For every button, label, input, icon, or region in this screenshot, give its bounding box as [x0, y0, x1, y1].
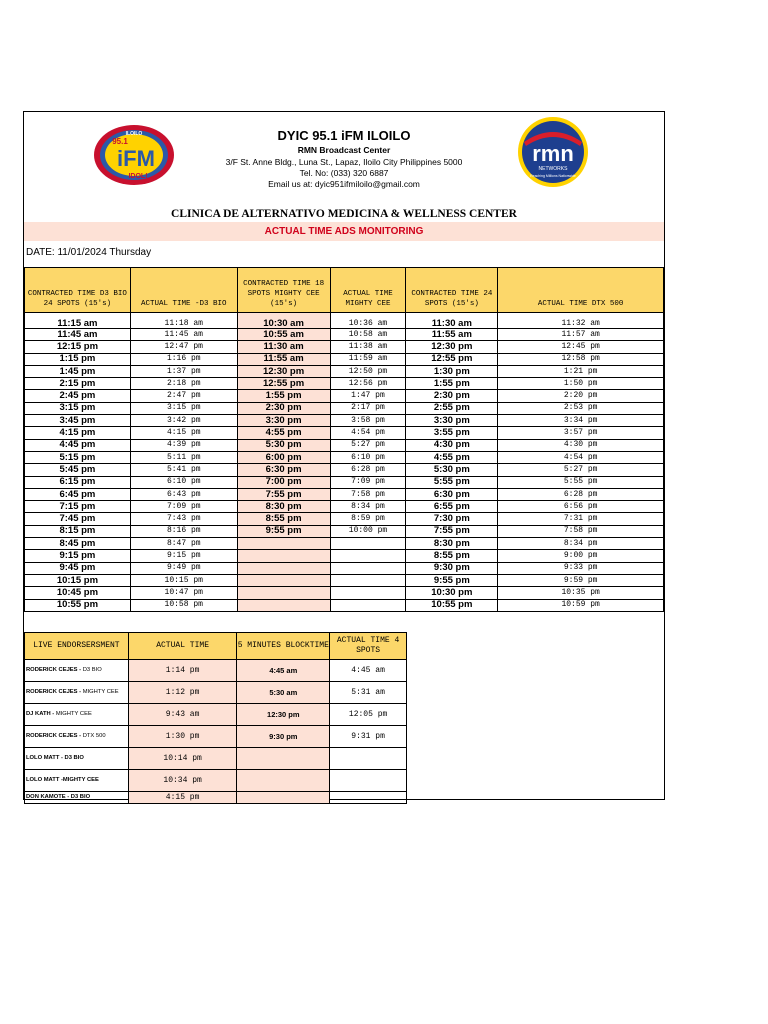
broadcast-center: RMN Broadcast Center: [297, 145, 391, 155]
table-row: [25, 464, 664, 476]
program-label: MIGHTY CEE: [55, 711, 92, 717]
endorser-label: RODERICK CEJES -: [26, 689, 83, 695]
contracted-time-cell: 10:30 pm: [406, 587, 498, 599]
table-row: [25, 682, 407, 704]
actual-time-cell: 6:10 pm: [330, 451, 406, 463]
contracted-time-cell: 3:55 pm: [406, 427, 498, 439]
actual-time-cell: 3:15 pm: [130, 402, 237, 414]
contracted-time-cell: 6:55 pm: [406, 501, 498, 513]
actual-time-cell: 8:34 pm: [498, 538, 664, 550]
actual-time-cell: 11:45 am: [130, 329, 237, 341]
table-row: [25, 427, 664, 439]
blocktime-actual-cell: [330, 748, 407, 770]
table-row: [25, 329, 664, 341]
contracted-time-cell: 12:30 pm: [237, 365, 330, 377]
actual-time-cell: 2:53 pm: [498, 402, 664, 414]
actual-time-cell: 4:15 pm: [130, 427, 237, 439]
live-endorsement-table: [24, 632, 407, 804]
table-row: [25, 726, 407, 748]
actual-time-cell: 10:58 am: [330, 329, 406, 341]
contracted-time-cell: 7:55 pm: [406, 525, 498, 537]
blocktime-actual-cell: 12:05 pm: [330, 704, 407, 726]
actual-time-cell: 6:28 pm: [498, 488, 664, 500]
actual-time-cell: 1:30 pm: [128, 726, 237, 748]
actual-time-cell: 10:59 pm: [498, 599, 664, 611]
table-row: [25, 488, 664, 500]
actual-time-cell: 11:38 am: [330, 341, 406, 353]
contracted-time-cell: 1:30 pm: [406, 365, 498, 377]
blocktime-cell: [237, 770, 330, 792]
col-header: ACTUAL TIME: [128, 633, 237, 660]
actual-time-cell: [330, 550, 406, 562]
contracted-time-cell: 9:55 pm: [237, 525, 330, 537]
actual-time-cell: 7:58 pm: [330, 488, 406, 500]
contracted-time-cell: 7:15 pm: [25, 501, 131, 513]
table-header-row: [25, 633, 407, 660]
actual-time-cell: 1:50 pm: [498, 378, 664, 390]
contracted-time-cell: [237, 550, 330, 562]
contracted-time-cell: 5:45 pm: [25, 464, 131, 476]
contracted-time-cell: 1:55 pm: [406, 378, 498, 390]
contracted-time-cell: 10:55 pm: [406, 599, 498, 611]
table-row: [25, 660, 407, 682]
contracted-time-cell: 4:45 pm: [25, 439, 131, 451]
ads-monitoring-table: [24, 267, 664, 612]
contracted-time-cell: 4:55 pm: [237, 427, 330, 439]
contracted-time-cell: 10:45 pm: [25, 587, 131, 599]
actual-time-cell: 2:20 pm: [498, 390, 664, 402]
actual-time-cell: 9:00 pm: [498, 550, 664, 562]
actual-time-cell: 10:34 pm: [128, 770, 237, 792]
program-label: MIGHTY CEE: [82, 689, 119, 695]
actual-time-cell: 8:16 pm: [130, 525, 237, 537]
station-email: Email us at: dyic951ifmiloilo@gmail.com: [268, 179, 420, 189]
contracted-time-cell: 2:30 pm: [406, 390, 498, 402]
contracted-time-cell: 7:45 pm: [25, 513, 131, 525]
actual-time-cell: 10:36 am: [330, 313, 406, 329]
contracted-time-cell: 4:15 pm: [25, 427, 131, 439]
station-address: 3/F St. Anne Bldg., Luna St., Lapaz, Iloilo City Philippines 5000: [225, 157, 463, 167]
blocktime-cell: [237, 748, 330, 770]
actual-time-cell: 9:43 am: [128, 704, 237, 726]
program-label: D3 BIO: [82, 667, 102, 673]
actual-time-cell: 5:55 pm: [498, 476, 664, 488]
actual-time-cell: 1:37 pm: [130, 365, 237, 377]
contracted-time-cell: 7:55 pm: [237, 488, 330, 500]
contracted-time-cell: 11:55 am: [237, 353, 330, 365]
contracted-time-cell: 8:45 pm: [25, 538, 131, 550]
actual-time-cell: 8:47 pm: [130, 538, 237, 550]
contracted-time-cell: 4:55 pm: [406, 451, 498, 463]
actual-time-cell: 3:57 pm: [498, 427, 664, 439]
contracted-time-cell: 10:30 am: [237, 313, 330, 329]
table-row: [25, 550, 664, 562]
actual-time-cell: 10:15 pm: [130, 574, 237, 586]
contracted-time-cell: 12:55 pm: [237, 378, 330, 390]
svg-text:iFM: iFM: [117, 146, 155, 171]
contracted-time-cell: 6:30 pm: [237, 464, 330, 476]
actual-time-cell: 12:50 pm: [330, 365, 406, 377]
actual-time-cell: 11:32 am: [498, 313, 664, 329]
contracted-time-cell: [237, 587, 330, 599]
col-header: CONTRACTED TIME D3 BIO 24 SPOTS (15's): [25, 268, 131, 313]
col-header: ACTUAL TIME -D3 BIO: [130, 268, 237, 313]
actual-time-cell: [330, 574, 406, 586]
endorser-name: [25, 704, 129, 726]
endorser-name: [25, 748, 129, 770]
contracted-time-cell: 7:30 pm: [406, 513, 498, 525]
table-row: [25, 415, 664, 427]
col-header: ACTUAL TIME 4 SPOTS: [330, 633, 407, 660]
actual-time-cell: 5:27 pm: [498, 464, 664, 476]
actual-time-cell: 4:39 pm: [130, 439, 237, 451]
actual-time-cell: [330, 562, 406, 574]
svg-text:rmn: rmn: [532, 141, 574, 166]
blocktime-actual-cell: 5:31 am: [330, 682, 407, 704]
contracted-time-cell: 11:55 am: [406, 329, 498, 341]
table-row: [25, 574, 664, 586]
monitoring-sheet: [23, 111, 665, 800]
actual-time-cell: 10:35 pm: [498, 587, 664, 599]
col-header: CONTRACTED TIME 18 SPOTS MIGHTY CEE (15's): [237, 268, 330, 313]
contracted-time-cell: 3:45 pm: [25, 415, 131, 427]
blocktime-actual-cell: 9:31 pm: [330, 726, 407, 748]
contracted-time-cell: 12:15 pm: [25, 341, 131, 353]
contracted-time-cell: 5:15 pm: [25, 451, 131, 463]
contracted-time-cell: 7:00 pm: [237, 476, 330, 488]
svg-text:NETWORKS: NETWORKS: [538, 166, 568, 172]
contracted-time-cell: 5:30 pm: [237, 439, 330, 451]
contracted-time-cell: 1:55 pm: [237, 390, 330, 402]
endorser-name: [25, 770, 129, 792]
actual-time-cell: [330, 587, 406, 599]
endorser-name: [25, 660, 129, 682]
contracted-time-cell: [237, 574, 330, 586]
actual-time-cell: 2:47 pm: [130, 390, 237, 402]
col-header: 5 MINUTES BLOCKTIME: [237, 633, 330, 660]
actual-time-cell: 6:10 pm: [130, 476, 237, 488]
actual-time-cell: 3:58 pm: [330, 415, 406, 427]
blocktime-actual-cell: [330, 792, 407, 804]
contracted-time-cell: 11:15 am: [25, 313, 131, 329]
blocktime-actual-cell: 4:45 am: [330, 660, 407, 682]
actual-time-cell: 8:34 pm: [330, 501, 406, 513]
contracted-time-cell: 9:55 pm: [406, 574, 498, 586]
contracted-time-cell: 1:45 pm: [25, 365, 131, 377]
col-header: LIVE ENDORSERSMENT: [25, 633, 129, 660]
contracted-time-cell: 11:30 am: [406, 313, 498, 329]
table-row: [25, 792, 407, 804]
banner-title: ACTUAL TIME ADS MONITORING: [264, 226, 424, 237]
actual-time-cell: 12:56 pm: [330, 378, 406, 390]
actual-time-cell: 4:30 pm: [498, 439, 664, 451]
blocktime-cell: [237, 792, 330, 804]
endorser-name: [25, 682, 129, 704]
actual-time-cell: 1:21 pm: [498, 365, 664, 377]
contracted-time-cell: 8:30 pm: [406, 538, 498, 550]
contracted-time-cell: 9:30 pm: [406, 562, 498, 574]
actual-time-cell: 12:45 pm: [498, 341, 664, 353]
contracted-time-cell: [237, 538, 330, 550]
contracted-time-cell: 8:55 pm: [237, 513, 330, 525]
report-date: DATE: 11/01/2024 Thursday: [26, 247, 152, 258]
contracted-time-cell: 2:45 pm: [25, 390, 131, 402]
table-row: [25, 390, 664, 402]
table-row: [25, 476, 664, 488]
actual-time-cell: 10:00 pm: [330, 525, 406, 537]
contracted-time-cell: 10:15 pm: [25, 574, 131, 586]
actual-time-cell: 2:18 pm: [130, 378, 237, 390]
table-row: [25, 402, 664, 414]
contracted-time-cell: 10:55 pm: [25, 599, 131, 611]
table-row: [25, 341, 664, 353]
actual-time-cell: 11:59 am: [330, 353, 406, 365]
endorser-label: LOLO MATT -MIGHTY CEE: [26, 777, 99, 783]
station-tel: Tel. No: (033) 320 6887: [299, 168, 389, 178]
actual-time-cell: 9:15 pm: [130, 550, 237, 562]
program-label: DTX 500: [82, 733, 106, 739]
actual-time-cell: 7:58 pm: [498, 525, 664, 537]
contracted-time-cell: 8:55 pm: [406, 550, 498, 562]
table-row: [25, 313, 664, 329]
contracted-time-cell: 2:55 pm: [406, 402, 498, 414]
actual-time-cell: 6:28 pm: [330, 464, 406, 476]
table-row: [25, 353, 664, 365]
blocktime-cell: 5:30 am: [237, 682, 330, 704]
actual-time-cell: [330, 599, 406, 611]
blocktime-cell: 9:30 pm: [237, 726, 330, 748]
actual-time-cell: 5:11 pm: [130, 451, 237, 463]
actual-time-cell: 8:59 pm: [330, 513, 406, 525]
contracted-time-cell: 3:15 pm: [25, 402, 131, 414]
actual-time-cell: 9:49 pm: [130, 562, 237, 574]
svg-text:ILOILO: ILOILO: [125, 131, 143, 137]
contracted-time-cell: 8:30 pm: [237, 501, 330, 513]
contracted-time-cell: 4:30 pm: [406, 439, 498, 451]
contracted-time-cell: 6:00 pm: [237, 451, 330, 463]
table-row: [25, 770, 407, 792]
actual-time-cell: 9:33 pm: [498, 562, 664, 574]
actual-time-cell: 1:16 pm: [130, 353, 237, 365]
contracted-time-cell: 12:30 pm: [406, 341, 498, 353]
contracted-time-cell: [237, 562, 330, 574]
table-row: [25, 704, 407, 726]
actual-time-cell: 4:15 pm: [128, 792, 237, 804]
actual-time-cell: 12:47 pm: [130, 341, 237, 353]
svg-text:IDOL!: IDOL!: [128, 173, 148, 180]
actual-time-cell: 1:14 pm: [128, 660, 237, 682]
contracted-time-cell: 11:30 am: [237, 341, 330, 353]
contracted-time-cell: 5:30 pm: [406, 464, 498, 476]
actual-time-cell: 10:14 pm: [128, 748, 237, 770]
table-row: [25, 538, 664, 550]
actual-time-cell: 6:43 pm: [130, 488, 237, 500]
contracted-time-cell: 6:45 pm: [25, 488, 131, 500]
contracted-time-cell: 6:30 pm: [406, 488, 498, 500]
actual-time-cell: 9:59 pm: [498, 574, 664, 586]
table-row: [25, 439, 664, 451]
actual-time-cell: 10:58 pm: [130, 599, 237, 611]
endorser-name: [25, 792, 129, 804]
blocktime-actual-cell: [330, 770, 407, 792]
actual-time-cell: 5:41 pm: [130, 464, 237, 476]
contracted-time-cell: 8:15 pm: [25, 525, 131, 537]
actual-time-cell: 4:54 pm: [330, 427, 406, 439]
contracted-time-cell: 1:15 pm: [25, 353, 131, 365]
actual-time-cell: 11:18 am: [130, 313, 237, 329]
contracted-time-cell: [237, 599, 330, 611]
table-row: [25, 513, 664, 525]
svg-text:Reaching Millions Nationwide: Reaching Millions Nationwide: [530, 174, 576, 178]
table-row: [25, 525, 664, 537]
table-row: [25, 501, 664, 513]
col-header: ACTUAL TIME MIGHTY CEE: [330, 268, 406, 313]
actual-time-cell: 12:58 pm: [498, 353, 664, 365]
table-row: [25, 587, 664, 599]
actual-time-cell: 1:47 pm: [330, 390, 406, 402]
contracted-time-cell: 12:55 pm: [406, 353, 498, 365]
actual-time-cell: 4:54 pm: [498, 451, 664, 463]
contracted-time-cell: 3:30 pm: [406, 415, 498, 427]
col-header: CONTRACTED TIME 24 SPOTS (15's): [406, 268, 498, 313]
client-name: CLINICA DE ALTERNATIVO MEDICINA & WELLNESS CENTER: [171, 208, 517, 220]
table-row: [25, 451, 664, 463]
table-row: [25, 562, 664, 574]
actual-time-cell: [330, 538, 406, 550]
contracted-time-cell: 3:30 pm: [237, 415, 330, 427]
actual-time-cell: 5:27 pm: [330, 439, 406, 451]
actual-time-cell: 7:09 pm: [330, 476, 406, 488]
actual-time-cell: 6:56 pm: [498, 501, 664, 513]
endorser-name: [25, 726, 129, 748]
actual-time-cell: 7:43 pm: [130, 513, 237, 525]
contracted-time-cell: 11:45 am: [25, 329, 131, 341]
contracted-time-cell: 2:30 pm: [237, 402, 330, 414]
contracted-time-cell: 9:45 pm: [25, 562, 131, 574]
station-name: DYIC 95.1 iFM ILOILO: [277, 128, 411, 143]
actual-time-cell: 3:42 pm: [130, 415, 237, 427]
contracted-time-cell: 5:55 pm: [406, 476, 498, 488]
blocktime-cell: 12:30 pm: [237, 704, 330, 726]
endorser-label: RODERICK CEJES -: [26, 733, 83, 739]
actual-time-cell: 7:31 pm: [498, 513, 664, 525]
contracted-time-cell: 2:15 pm: [25, 378, 131, 390]
actual-time-cell: 3:34 pm: [498, 415, 664, 427]
table-row: [25, 599, 664, 611]
actual-time-cell: 7:09 pm: [130, 501, 237, 513]
endorser-label: DON KAMOTE - D3 BIO: [26, 794, 91, 800]
actual-time-cell: 10:47 pm: [130, 587, 237, 599]
blocktime-cell: 4:45 am: [237, 660, 330, 682]
contracted-time-cell: 6:15 pm: [25, 476, 131, 488]
actual-time-cell: 2:17 pm: [330, 402, 406, 414]
svg-text:95.1: 95.1: [112, 137, 128, 146]
actual-time-cell: 1:12 pm: [128, 682, 237, 704]
table-row: [25, 365, 664, 377]
table-row: [25, 378, 664, 390]
col-header: ACTUAL TIME DTX 500: [498, 268, 664, 313]
endorser-label: RODERICK CEJES -: [26, 667, 83, 673]
actual-time-cell: 11:57 am: [498, 329, 664, 341]
table-row: [25, 748, 407, 770]
table-header-row: [25, 268, 664, 313]
contracted-time-cell: 10:55 am: [237, 329, 330, 341]
endorser-label: LOLO MATT - D3 BIO: [26, 755, 84, 761]
endorser-label: DJ KATH -: [26, 711, 56, 717]
contracted-time-cell: 9:15 pm: [25, 550, 131, 562]
